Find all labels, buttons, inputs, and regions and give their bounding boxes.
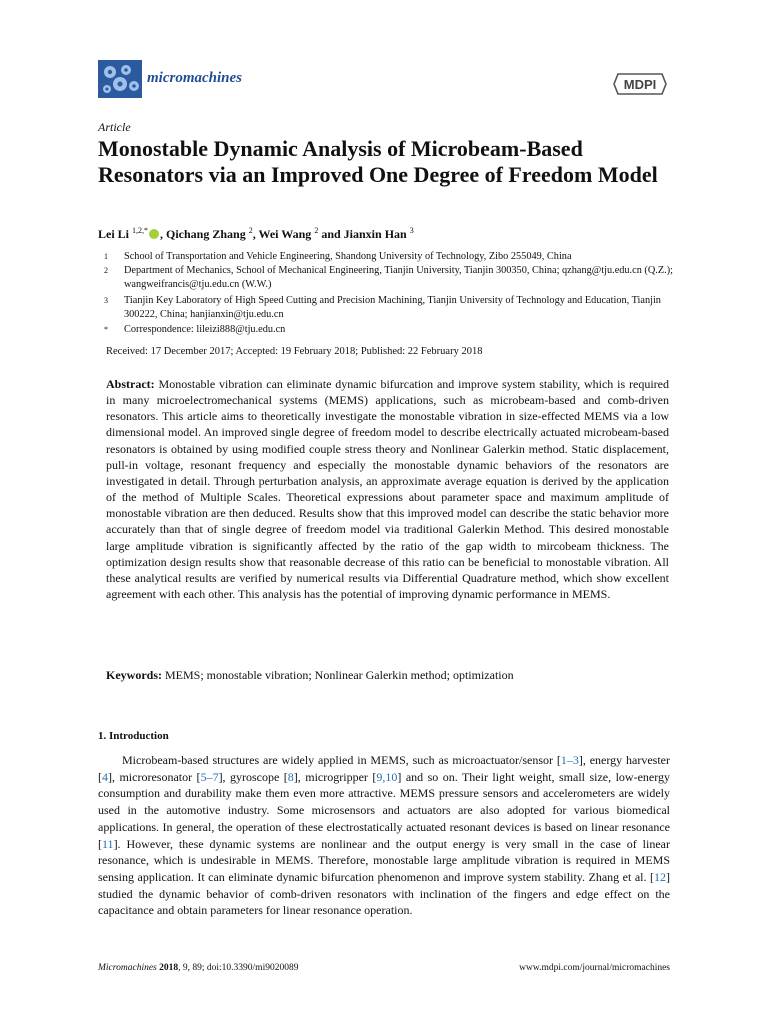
abstract-text: Monostable vibration can eliminate dynamic bifurcation and improve system stability, which is required in many microelectromechanical systems (MEMS) applications, such as microbeam-based and comb-driven resonators. This article aims to theoretically investigate the monostable vibration in size-effected MEMS via a low dimensional model. An improved single degree of freedom model to describe electrically actuated microbeam-based resonators is obtained by using modified couple stress theory and Nonlinear Galerkin method. Static displacement, pull-in voltage, resonant frequency and especially the monostable dynamic behaviors of the resonators are investigated in detail. Through perturbation analysis, an approximate average equation is derived by the application of the method of Multiple Scales. Theoretical expressions about parameter space and maximum amplitude of monostable vibration are then deduced. Results show that this improved model can describe the static behavior more accurately than that of single degree of freedom model via traditional Galerkin Method. This desired monostable large amplitude vibration is significantly affected by the ratio of the gap width to mircobeam thickness. The optimization design results show that reasonable decrease of this ratio can be beneficial to monostable vibration. All these analytical results are verified by numerical results via Differential Quadrature method, which show excellent agreement with each other. This analysis has the potential of improving dynamic performance in MEMS. xyxy=(106,377,669,602)
author-name: Jianxin Han xyxy=(343,227,407,241)
citation-link[interactable]: 8 xyxy=(287,769,294,784)
journal-logo-icon xyxy=(98,60,142,98)
author-list xyxy=(98,226,414,242)
citation-link[interactable]: 1–3 xyxy=(560,753,579,767)
paper-title: Monostable Dynamic Analysis of Microbeam-Based Resonators via an Improved One Degree of Freedom Model xyxy=(98,136,658,187)
citation-link[interactable]: 4 xyxy=(102,769,108,784)
footer-doi[interactable]: , 9, 89; doi:10.3390/mi9020089 xyxy=(178,963,299,973)
keywords xyxy=(106,668,669,683)
citation-link[interactable]: 11 xyxy=(102,836,114,851)
affiliation-mark: 3 xyxy=(104,296,108,305)
body-text: Microbeam-based structures are widely applied in MEMS, such as microactuator/sensor [ xyxy=(122,753,561,767)
author-affiliation: 2 xyxy=(314,226,319,235)
citation-link[interactable]: 9,10 xyxy=(376,769,398,784)
abstract xyxy=(106,376,669,602)
journal-name: micromachines xyxy=(147,70,243,86)
correspondence-email[interactable]: Correspondence: lileizi888@tju.edu.cn xyxy=(124,324,286,335)
introduction-paragraph xyxy=(98,752,670,919)
body-text: ] studied the dynamic behavior of comb-driven resonators with inclination of the fingers and edge effect on the capacitance and obtain parameters for linear resonance operation. xyxy=(98,869,670,918)
citation-link[interactable]: 12 xyxy=(654,869,666,884)
keywords-label: Keywords: xyxy=(106,668,162,682)
author-name: Lei Li xyxy=(98,227,130,241)
body-text: ], microgripper [ xyxy=(293,769,377,784)
footer-url[interactable]: www.mdpi.com/journal/micromachines xyxy=(519,963,670,973)
footer-year: 2018 xyxy=(159,963,179,973)
affiliation xyxy=(104,294,676,322)
publisher-name: MDPI xyxy=(623,77,657,92)
author-affiliation: 2 xyxy=(248,226,253,235)
article-type: Article xyxy=(98,120,131,134)
author-affiliation: 3 xyxy=(409,226,414,235)
body-text: ] and so on. Their light weight, small size, low-energy consumption and durability make them even more attractive. MEMS pressure sensors and accelerometers are widely used in the automotive industry. Some microsensors and actuators are also adopted for various biomedical applications. In general, the operation of these electrostatically actuated resonant devices is based on linear resonance [ xyxy=(98,769,670,851)
section-heading: 1. Introduction xyxy=(98,730,169,742)
publication-dates: Received: 17 December 2017; Accepted: 19 February 2018; Published: 22 February 2018 xyxy=(106,346,483,357)
body-text: ], microresonator [ xyxy=(108,769,201,784)
affiliation-mark: 1 xyxy=(104,252,108,261)
body-text: ]. However, these dynamic systems are nonlinear and the output energy is very small in the case of linear resonance, which is undesirable in MEMS. Therefore, monostable large amplitude vibration is required in MEMS sensing application. It can eliminate dynamic bifurcation phenomenon and improve system stability. Zhang et al. [ xyxy=(98,836,670,884)
author-separator: and xyxy=(318,227,344,241)
affiliation-text: Department of Mechanics, School of Mechanical Engineering, Tianjin University, Tianjin 300350, China; qzhang@tju.edu.cn (Q.Z.); wangweifrancis@tju.edu.cn (W.W.) xyxy=(124,265,674,290)
abstract-label: Abstract: xyxy=(106,377,155,391)
footer-journal: Micromachines xyxy=(98,963,157,973)
keywords-text: MEMS; monostable vibration; Nonlinear Galerkin method; optimization xyxy=(165,668,514,682)
affiliation-mark: * xyxy=(104,325,108,334)
body-text: ], energy harvester [ xyxy=(98,753,670,784)
author-name: Wei Wang xyxy=(258,227,312,241)
affiliation-mark: 2 xyxy=(104,266,108,275)
affiliation xyxy=(104,264,676,292)
affiliation-text: Tianjin Key Laboratory of High Speed Cutting and Precision Machining, Tianjin University of Technology and Education, Tianjin 300222, China; hanjianxin@tju.edu.cn xyxy=(124,295,661,320)
affiliation-text: School of Transportation and Vehicle Engineering, Shandong University of Technology, Zibo 255049, China xyxy=(124,251,572,262)
affiliation xyxy=(104,250,676,264)
author-separator: , xyxy=(252,227,259,241)
author-name: Qichang Zhang xyxy=(166,227,246,241)
body-text: ], gyroscope [ xyxy=(218,769,288,784)
author-affiliation: 1,2,* xyxy=(132,226,149,235)
affiliation xyxy=(104,323,676,337)
footer-citation xyxy=(98,963,298,973)
citation-link[interactable]: 5–7 xyxy=(200,769,219,784)
orcid-icon[interactable] xyxy=(149,229,159,239)
author-separator: , xyxy=(160,227,167,241)
mdpi-logo[interactable] xyxy=(612,70,668,98)
